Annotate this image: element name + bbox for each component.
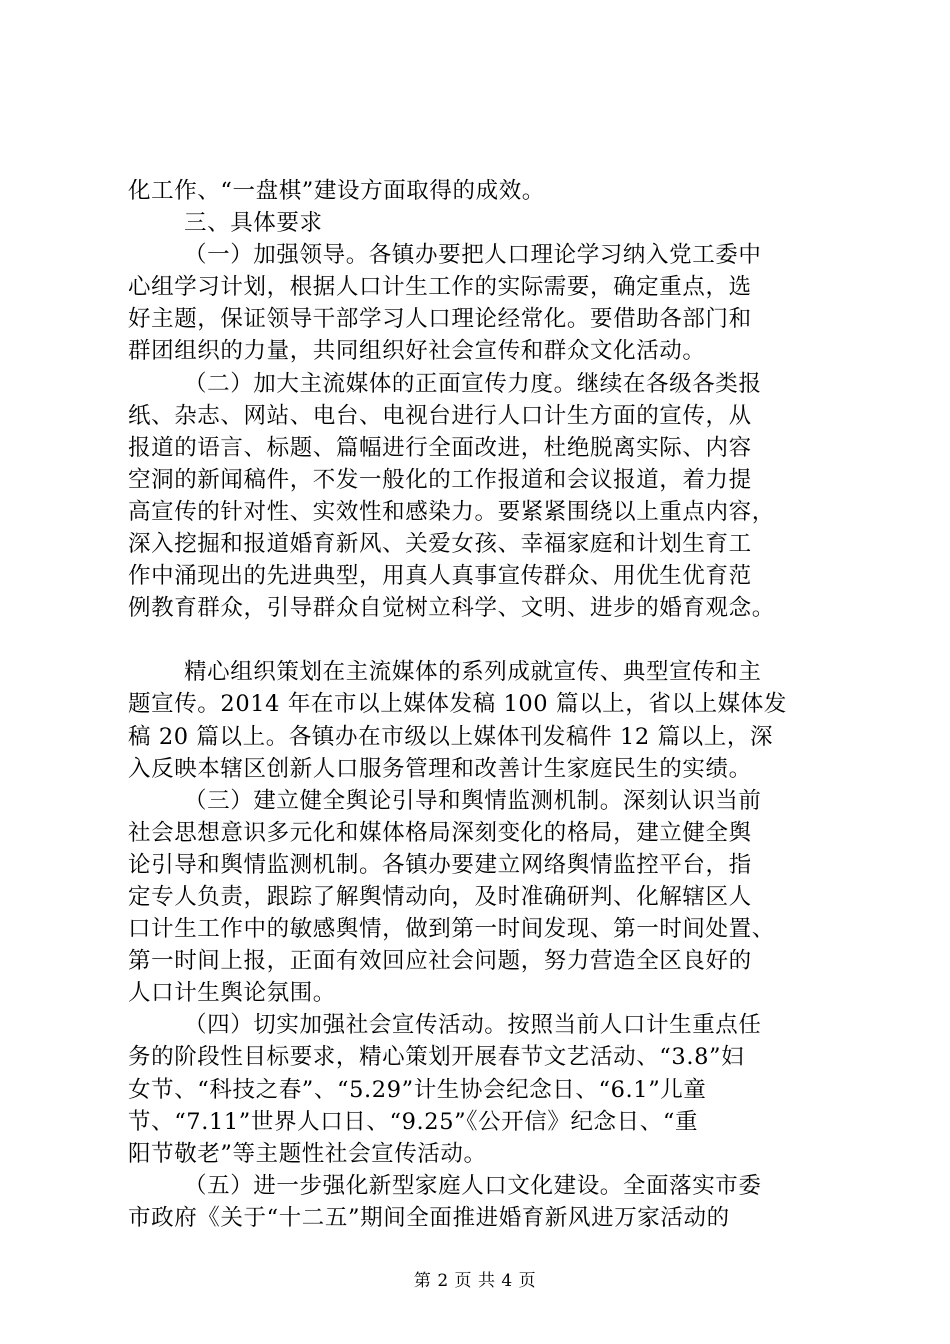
text-line: 空洞的新闻稿件，不发一般化的工作报道和会议报道，着力提	[128, 466, 752, 493]
text-line: （四）切实加强社会宣传活动。按照当前人口计生重点任	[184, 1012, 762, 1039]
text-line: 入反映本辖区创新人口服务管理和改善计生家庭民生的实绩。	[128, 755, 752, 782]
page-number-footer: 第 2 页 共 4 页	[413, 1271, 537, 1291]
text-line: 第一时间上报，正面有效回应社会问题，努力营造全区良好的	[128, 948, 752, 975]
text-line: 市政府《关于“十二五”期间全面推进婚育新风进万家活动的	[128, 1204, 730, 1231]
text-line: 社会思想意识多元化和媒体格局深刻变化的格局，建立健全舆	[128, 819, 752, 846]
text-line: （一）加强领导。各镇办要把人口理论学习纳入党工委中	[184, 242, 762, 269]
text-line: 作中涌现出的先进典型，用真人真事宣传群众、用优生优育范	[128, 563, 752, 590]
text-line: （三）建立健全舆论引导和舆情监测机制。深刻认识当前	[184, 787, 762, 814]
text-line: 题宣传。2014 年在市以上媒体发稿 100 篇以上，省以上媒体发	[128, 691, 787, 718]
text-line: （五）进一步强化新型家庭人口文化建设。全面落实市委	[184, 1172, 762, 1199]
text-line: 纸、杂志、网站、电台、电视台进行人口计生方面的宣传，从	[128, 402, 752, 429]
text-line: 节、“7.11”世界人口日、“9.25”《公开信》纪念日、“重	[128, 1108, 699, 1135]
paragraph-spacer	[128, 624, 844, 656]
text-line: 定专人负责，跟踪了解舆情动向，及时准确研判、化解辖区人	[128, 883, 752, 910]
section-heading: 三、具体要求	[184, 210, 323, 237]
text-line: 报道的语言、标题、篇幅进行全面改进，杜绝脱离实际、内容	[128, 434, 752, 461]
text-line: 阳节敬老”等主题性社会宣传活动。	[128, 1140, 487, 1167]
text-line: 稿 20 篇以上。各镇办在市级以上媒体刊发稿件 12 篇以上，深	[128, 723, 774, 750]
text-line: 女节、“科技之春”、“5.29”计生协会纪念日、“6.1”儿童	[128, 1076, 707, 1103]
text-line: （二）加大主流媒体的正面宣传力度。继续在各级各类报	[184, 370, 762, 397]
text-line: 高宣传的针对性、实效性和感染力。要紧紧围绕以上重点内容，	[128, 498, 775, 525]
text-line: 人口计生舆论氛围。	[128, 980, 336, 1007]
document-body	[128, 175, 844, 1234]
text-line: 例教育群众，引导群众自觉树立科学、文明、进步的婚育观念。	[128, 595, 775, 622]
text-line: 心组学习计划，根据人口计生工作的实际需要，确定重点，选	[128, 274, 752, 301]
text-line: 群团组织的力量，共同组织好社会宣传和群众文化活动。	[128, 338, 706, 365]
text-line: 务的阶段性目标要求，精心策划开展春节文艺活动、“3.8”妇	[128, 1044, 745, 1071]
text-line: 化工作、“一盘棋”建设方面取得的成效。	[128, 178, 545, 204]
text-line: 论引导和舆情监测机制。各镇办要建立网络舆情监控平台，指	[128, 851, 752, 878]
text-line: 口计生工作中的敏感舆情，做到第一时间发现、第一时间处置、	[128, 916, 775, 943]
text-line: 深入挖掘和报道婚育新风、关爱女孩、幸福家庭和计划生育工	[128, 531, 752, 558]
text-line: 好主题，保证领导干部学习人口理论经常化。要借助各部门和	[128, 306, 752, 333]
text-line: 精心组织策划在主流媒体的系列成就宣传、典型宣传和主	[184, 659, 762, 686]
